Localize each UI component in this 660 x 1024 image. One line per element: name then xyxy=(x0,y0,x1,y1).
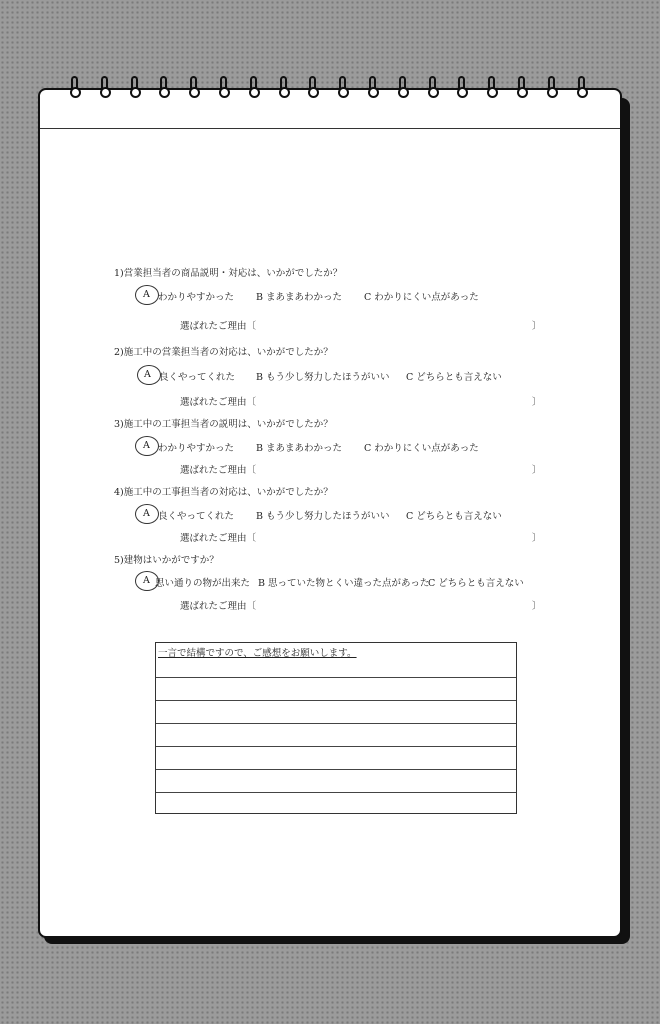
question-2-reason-close: 〕 xyxy=(532,397,542,408)
question-5-option-a: 思い通りの物が出来た xyxy=(155,578,251,589)
question-2-option-a-letter: A xyxy=(144,369,151,380)
question-4-reason-label: 選ばれたご理由〔 xyxy=(180,533,257,544)
question-4-reason-close: 〕 xyxy=(532,533,542,544)
question-4-option-b: B もう少し努力したほうがいい xyxy=(256,511,390,522)
comment-line xyxy=(156,769,516,770)
question-4-option-a: 良くやってくれた xyxy=(158,511,235,522)
question-1-option-c: C わかりにくい点があった xyxy=(364,292,479,303)
comment-box xyxy=(155,642,517,814)
question-2: 2)施工中の営業担当者の対応は、いかがでしたか？ xyxy=(114,347,333,358)
question-3-reason-label: 選ばれたご理由〔 xyxy=(180,465,257,476)
question-1-reason-close: 〕 xyxy=(532,321,542,332)
question-3-option-a-letter: A xyxy=(143,440,150,451)
question-1-reason-label: 選ばれたご理由〔 xyxy=(180,321,257,332)
question-1-option-a: わかりやすかった xyxy=(158,292,235,303)
question-1-option-b: B まあまあわかった xyxy=(256,292,343,303)
question-3-reason-close: 〕 xyxy=(532,465,542,476)
question-3-option-c: C わかりにくい点があった xyxy=(364,443,479,454)
survey-form xyxy=(40,90,620,936)
question-2-reason-label: 選ばれたご理由〔 xyxy=(180,397,257,408)
comment-line xyxy=(156,746,516,747)
question-4-option-a-letter: A xyxy=(143,508,150,519)
question-5: 5)建物はいかがですか？ xyxy=(114,555,219,566)
question-5-option-b: B 思っていた物とくい違った点があった xyxy=(258,578,430,589)
question-3-option-b: B まあまあわかった xyxy=(256,443,343,454)
question-5-option-a-letter: A xyxy=(143,575,150,586)
comment-line xyxy=(156,723,516,724)
question-3: 3)施工中の工事担当者の説明は、いかがでしたか？ xyxy=(114,419,333,430)
notebook-page xyxy=(38,88,622,938)
question-4: 4)施工中の工事担当者の対応は、いかがでしたか？ xyxy=(114,487,333,498)
question-5-reason-close: 〕 xyxy=(532,601,542,612)
comment-line xyxy=(156,700,516,701)
question-5-reason-label: 選ばれたご理由〔 xyxy=(180,601,257,612)
comment-prompt: 一言で結構ですので、ご感想をお願いします。 xyxy=(158,648,357,659)
question-2-option-b: B もう少し努力したほうがいい xyxy=(256,372,390,383)
question-2-option-a: 良くやってくれた xyxy=(159,372,236,383)
question-5-option-c: C どちらとも言えない xyxy=(428,578,524,589)
comment-line xyxy=(156,792,516,793)
question-1-option-a-letter: A xyxy=(143,289,150,300)
question-2-option-c: C どちらとも言えない xyxy=(406,372,502,383)
question-4-option-c: C どちらとも言えない xyxy=(406,511,502,522)
question-3-option-a: わかりやすかった xyxy=(158,443,235,454)
comment-line xyxy=(156,677,516,678)
question-1: 1)営業担当者の商品説明・対応は、いかがでしたか？ xyxy=(114,268,343,279)
